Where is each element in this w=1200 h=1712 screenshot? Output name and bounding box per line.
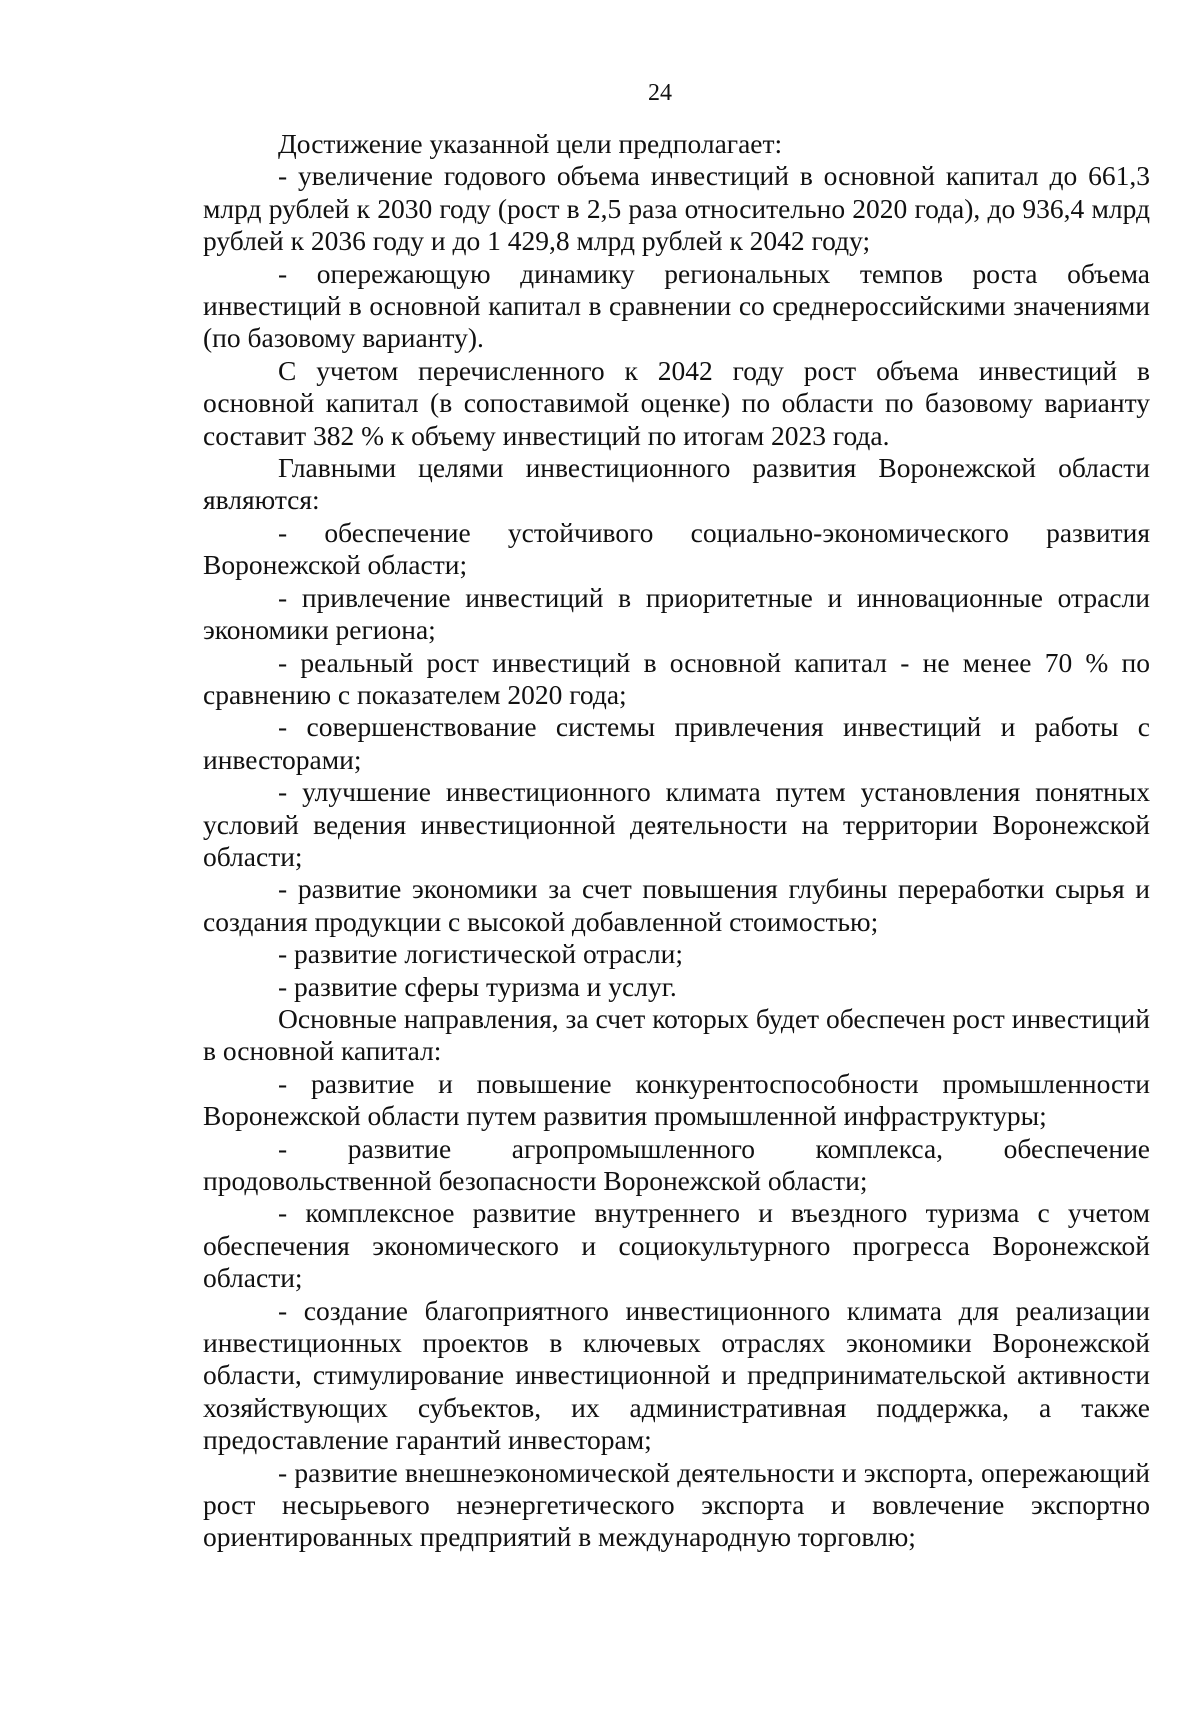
list-item-tourism-services: - развитие сферы туризма и услуг. <box>278 970 677 1002</box>
list-item-industry: - развитие и повышение конкурентоспособности промышленности Воронежской области путем развития промышленной инфраструктуры; <box>203 1067 1150 1132</box>
paragraph-growth-2042: С учетом перечисленного к 2042 году рост объема инвестиций в основной капитал (в сопоставимой оценке) по области по базовому варианту составит 382 % к объему инвестиций по итогам 2023 года. <box>203 354 1150 451</box>
list-item-real-growth: - реальный рост инвестиций в основной капитал - не менее 70 % по сравнению с показателем 2020 года; <box>203 646 1150 710</box>
paragraph-regional-dynamics: - опережающую динамику региональных темпов роста объема инвестиций в основной капитал в сравнении со среднероссийскими значениями (по базовому варианту). <box>203 257 1150 354</box>
list-item-favorable-climate: - создание благоприятного инвестиционного климата для реализации инвестиционных проектов в ключевых отраслях экономики Воронежской области, стимулирование инвестиционной и предпринимательской активности хозяйствующих субъектов, их административная поддержка, а также предоставление гарантий инвесторам; <box>203 1294 1150 1456</box>
list-item-processing-depth: - развитие экономики за счет повышения глубины переработки сырья и создания продукции с высокой добавленной стоимостью; <box>203 873 1150 937</box>
paragraph-goal-intro: Достижение указанной цели предполагает: <box>278 128 783 159</box>
list-item-logistics: - развитие логистической отрасли; <box>278 938 683 970</box>
document-body <box>203 128 1150 1554</box>
list-item-tourism-complex: - комплексное развитие внутреннего и въездного туризма с учетом обеспечения экономического и социокультурного прогресса Воронежской области; <box>203 1197 1150 1294</box>
list-item-attract-investment: - привлечение инвестиций в приоритетные и инновационные отрасли экономики региона; <box>203 581 1150 646</box>
list-item-investor-relations: - совершенствование системы привлечения инвестиций и работы с инвесторами; <box>203 711 1150 775</box>
paragraph-main-goals-intro: Главными целями инвестиционного развития Воронежской области являются: <box>203 452 1150 516</box>
list-item-agro: - развитие агропромышленного комплекса, обеспечение продовольственной безопасности Воронежской области; <box>203 1132 1150 1196</box>
paragraph-investment-volume: - увеличение годового объема инвестиций в основной капитал до 661,3 млрд рублей к 2030 году (рост в 2,5 раза относительно 2020 года), до 936,4 млрд рублей к 2036 году и до 1 429,8 млрд рублей к 2042 году; <box>203 160 1150 257</box>
page-number: 24 <box>648 80 672 106</box>
list-item-sustainable-development: - обеспечение устойчивого социально-экономического развития Воронежской области; <box>203 516 1150 581</box>
paragraph-directions-intro: Основные направления, за счет которых будет обеспечен рост инвестиций в основной капитал: <box>203 1002 1150 1067</box>
list-item-export: - развитие внешнеэкономической деятельности и экспорта, опережающий рост несырьевого неэнергетического экспорта и вовлечение экспортно ориентированных предприятий в международную торговлю; <box>203 1456 1150 1553</box>
list-item-investment-climate: - улучшение инвестиционного климата путем установления понятных условий ведения инвестиционной деятельности на территории Воронежской области; <box>203 776 1150 872</box>
